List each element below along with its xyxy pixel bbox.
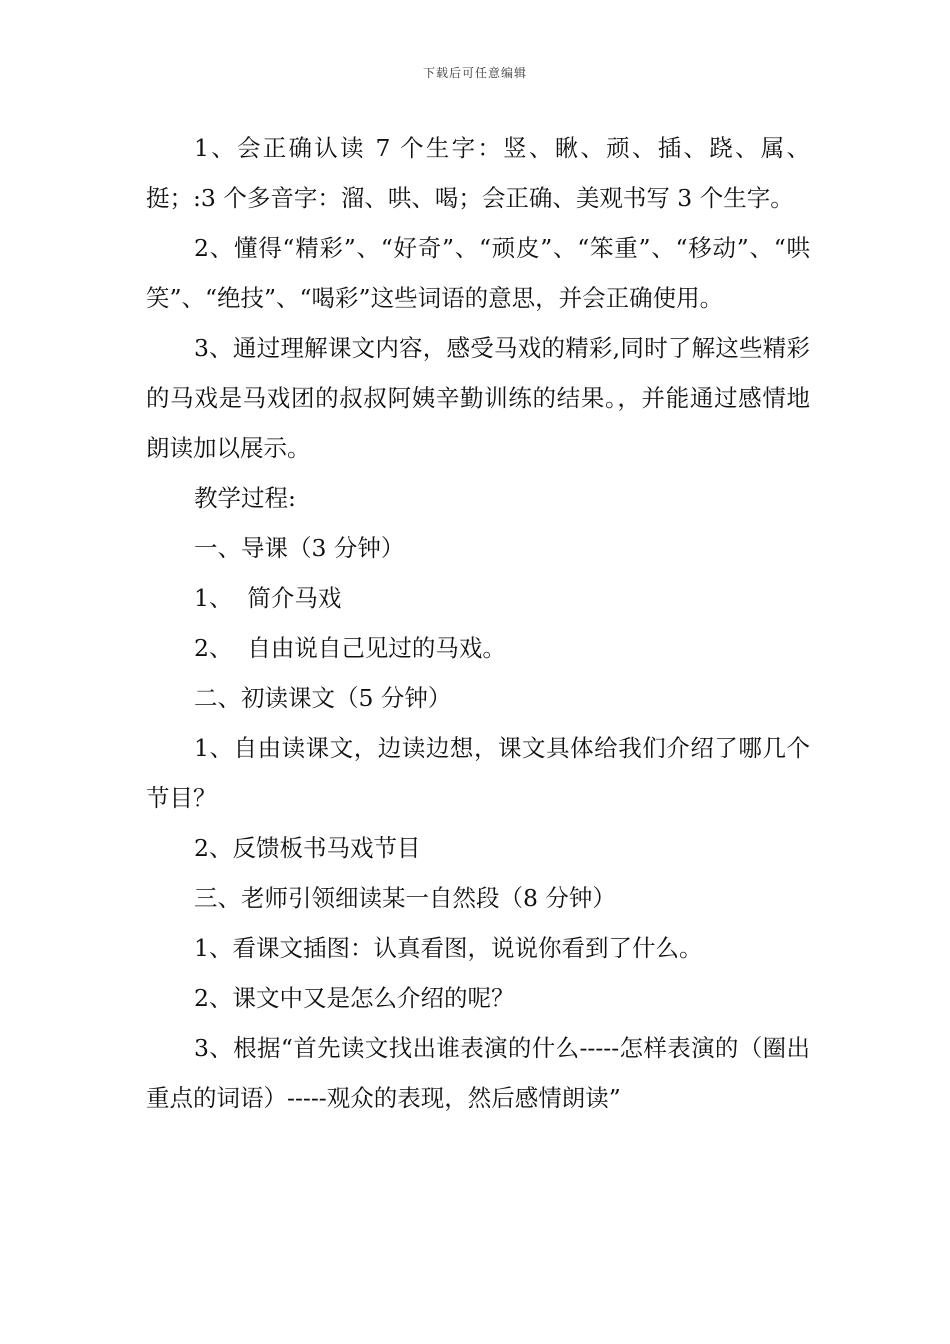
section-heading-2: 二、初读课文（5 分钟） — [194, 684, 452, 712]
list-item: 2、课文中又是怎么介绍的呢？ — [194, 984, 515, 1012]
objective-paragraph-2: 2、懂得“精彩”、“好奇”、“顽皮”、“笨重”、“移动”、“哄笑”、“绝技”、“喝彩”这些词语的意思，并会正确使用。 — [146, 234, 810, 312]
section-heading-3: 三、老师引领细读某一自然段（8 分钟） — [194, 884, 616, 912]
document-body — [146, 123, 810, 1123]
list-item: 2、反馈板书马戏节目 — [194, 834, 421, 862]
list-item: 3、根据“首先读文找出谁表演的什么-----怎样表演的（圈出重点的词语）-----观众的表现，然后感情朗读” — [146, 1034, 810, 1112]
list-item: 1、 简介马戏 — [194, 584, 342, 612]
list-item: 2、 自由说自己见过的马戏。 — [194, 634, 506, 662]
list-item: 1、看课文插图：认真看图，说说你看到了什么。 — [194, 934, 703, 962]
objective-paragraph-3: 3、通过理解课文内容，感受马戏的精彩,同时了解这些精彩的马戏是马戏团的叔叔阿姨辛勤训练的结果。，并能通过感情地朗读加以展示。 — [146, 334, 810, 462]
section-heading-1: 一、导课（3 分钟） — [194, 534, 405, 562]
page-header: 下载后可任意编辑 — [422, 66, 527, 80]
objective-paragraph-1: 1、会正确认读 7 个生字：竖、瞅、顽、插、跷、属、挺；:3 个多音字：溜、哄、喝；会正确、美观书写 3 个生字。 — [146, 134, 810, 212]
list-item: 1、自由读课文，边读边想，课文具体给我们介绍了哪几个节目？ — [146, 734, 810, 812]
section-heading-teaching-process: 教学过程: — [194, 484, 296, 512]
